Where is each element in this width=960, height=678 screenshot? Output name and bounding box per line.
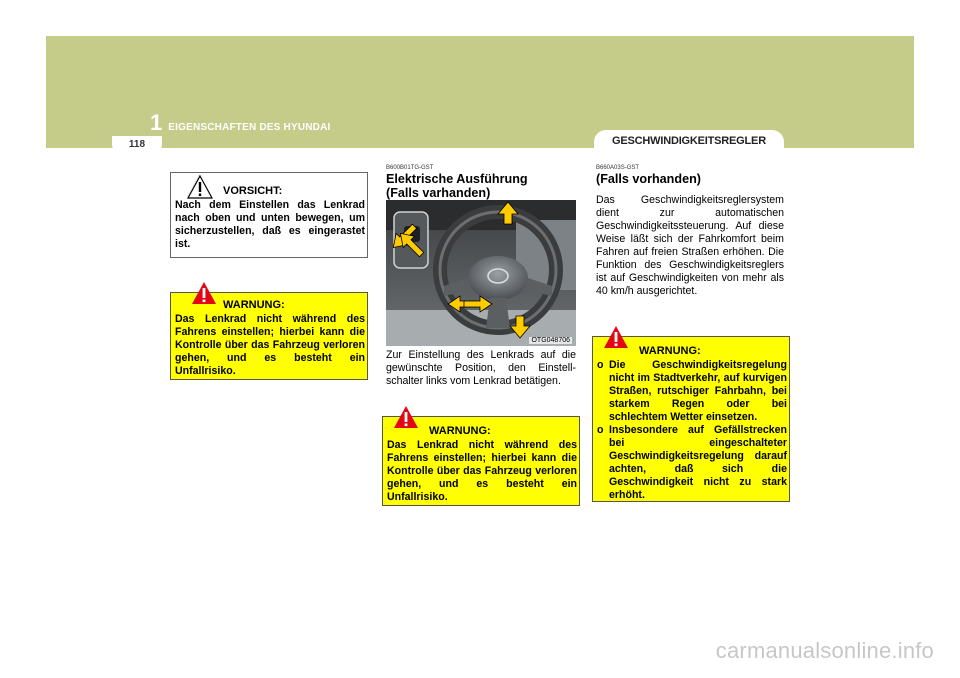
warning-icon	[393, 405, 419, 429]
warning-title: WARNUNG:	[223, 299, 285, 311]
caution-box	[170, 172, 368, 258]
list-item-text: Insbesondere auf Gefällstrecken bei eingeschalteter Geschwindigkeitsregelung darauf achten, daß sich die Geschwindigkeit nicht zu stark erhöht.	[609, 424, 787, 501]
warning-icon	[603, 325, 629, 349]
caution-text: Nach dem Einstellen das Lenkrad nach oben und unten bewegen, um sicherzustellen, daß es eingerastet ist.	[175, 199, 365, 250]
warning-text: Das Lenkrad nicht während des Fahrens einstellen; hierbei kann die Kontrolle über das Fahrzeug verloren gehen, und es besteht ein Unfallrisiko.	[175, 313, 365, 377]
bullet: o	[597, 424, 604, 436]
adjust-arrows-icon	[386, 200, 576, 346]
section-heading: (Falls vorhanden)	[596, 172, 701, 186]
caution-icon	[187, 175, 213, 199]
warning-box	[170, 292, 368, 380]
warning-text: Das Lenkrad nicht während des Fahrens einstellen; hierbei kann die Kontrolle über das Fahrzeug verloren gehen, und es besteht ein Unfallrisiko.	[387, 439, 577, 503]
list-item	[597, 359, 787, 424]
warning-list	[597, 359, 787, 502]
section-heading-line1: Elektrische Ausführung	[386, 172, 528, 186]
chapter-number: 1	[150, 110, 163, 135]
section-tab: GESCHWINDIGKEITSREGLER	[594, 130, 784, 150]
chapter-title: EIGENSCHAFTEN DES HYUNDAI	[168, 122, 331, 133]
steering-wheel-photo	[386, 200, 576, 346]
caution-title: VORSICHT:	[223, 185, 283, 197]
warning-box	[592, 336, 790, 502]
section-heading	[386, 172, 586, 200]
warning-icon	[191, 281, 217, 305]
warning-box	[382, 416, 580, 506]
list-item-text: Die Geschwindigkeitsregelung nicht im Stadtverkehr, auf kurvigen Straßen, rutschiger Fahrbahn, bei starkem Regen oder bei schlechtem Wetter einsetzen.	[609, 359, 787, 423]
section-code: B600B01TG-GST	[386, 165, 434, 171]
figure-code: OTG048706	[531, 337, 570, 344]
section-heading-line2: (Falls varhanden)	[386, 186, 491, 200]
warning-title: WARNUNG:	[429, 425, 491, 437]
page-number: 118	[112, 136, 162, 156]
bullet: o	[597, 359, 604, 371]
watermark: carmanualsonline.info	[715, 638, 934, 663]
warning-title: WARNUNG:	[639, 345, 701, 357]
list-item	[597, 424, 787, 502]
section-code: B660A03S-GST	[596, 165, 640, 171]
chapter-header	[150, 110, 331, 136]
section-body: Zur Einstellung des Lenkrads auf die gewünschte Position, den Einstell-schalter links vom Lenkrad betätigen.	[386, 349, 576, 387]
section-body: Das Geschwindigkeitsreglersystem dient zur automatischen Geschwindigkeitssteuerung. Auf diese Weise läßt sich der Fahrkomfort beim Fahren auf freien Straßen erhöhen. Die Funktion des Geschwindigkeitsreglers ist auf Geschwindigkeiten von mehr als 40 km/h ausgerichtet.	[596, 194, 784, 297]
